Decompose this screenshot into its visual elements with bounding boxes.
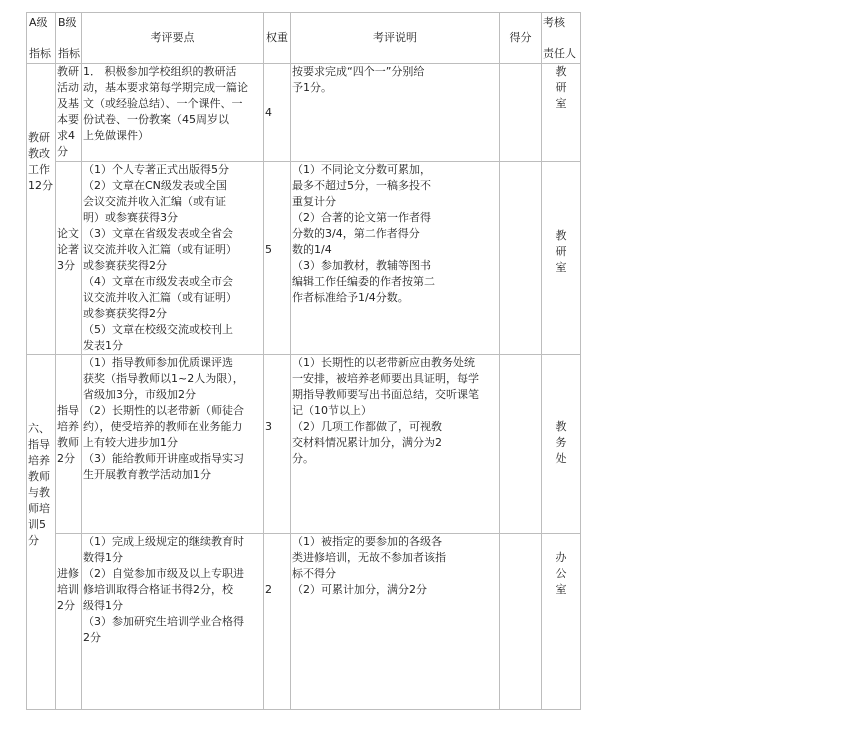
score-cell <box>500 355 542 534</box>
score-cell <box>500 534 542 710</box>
table-row <box>27 162 581 355</box>
header-b-level <box>56 13 82 64</box>
header-criteria: 考评要点 <box>82 13 264 64</box>
header-score: 得分 <box>500 13 542 64</box>
weight-cell: 4 <box>264 64 291 162</box>
header-responsible <box>542 13 581 64</box>
header-row <box>27 13 581 64</box>
header-weight: 权重 <box>264 13 291 64</box>
table-row <box>27 355 581 534</box>
score-cell <box>500 64 542 162</box>
responsible-cell: 办 公 室 <box>542 534 581 710</box>
header-a-level-top: A级 <box>29 16 48 29</box>
responsible-cell: 教 研 室 <box>542 64 581 162</box>
assessment-table <box>26 12 581 710</box>
weight-cell: 3 <box>264 355 291 534</box>
header-responsible-bottom: 责任人 <box>543 47 576 60</box>
table-row <box>27 534 581 710</box>
header-a-level-bottom: 指标 <box>29 47 51 60</box>
notes-cell: 按要求完成“四个一”分别给 予1分。 <box>291 64 500 162</box>
responsible-cell: 教 务 处 <box>542 355 581 534</box>
a-level-cell: 六、 指导 培养 教师 与教 师培 训5 分 <box>27 355 56 710</box>
notes-cell: （1）不同论文分数可累加， 最多不超过5分，一稿多投不 重复计分 （2）合著的论文第一作者得 分数的3/4，第二作者得分 数的1/4 （3）参加教材，教辅等图书 编辑工作任编委的作者按第二 作者标准给予1/4分数。 <box>291 162 500 355</box>
b-level-cell: 论文 论著 3分 <box>56 162 82 355</box>
table-row <box>27 64 581 162</box>
a-level-cell: 教研 教改 工作 12分 <box>27 64 56 355</box>
responsible-cell: 教 研 室 <box>542 162 581 355</box>
b-level-cell: 进修 培训 2分 <box>56 534 82 710</box>
notes-cell: （1）被指定的要参加的各级各 类进修培训，无故不参加者该指 标不得分 （2）可累计加分，满分2分 <box>291 534 500 710</box>
header-b-level-bottom: 指标 <box>58 47 80 60</box>
b-level-cell: 指导 培养 教师 2分 <box>56 355 82 534</box>
header-a-level <box>27 13 56 64</box>
criteria-cell: （1）个人专著正式出版得5分 （2）文章在CN级发表或全国 会议交流并收入汇编（或有证 明）或参赛获得3分 （3）文章在省级发表或全省会 议交流并收入汇篇（或有证明） 或参赛获奖得2分 （4）文章在市级发表或全市会 议交流并收入汇篇（或有证明） 或参赛获奖得2分 （5）文章在校级交流或校刊上 发表1分 <box>82 162 264 355</box>
score-cell <box>500 162 542 355</box>
weight-cell: 5 <box>264 162 291 355</box>
criteria-cell: 1． 积极参加学校组织的教研活 动，基本要求第每学期完成一篇论 文（或经验总结）、一个课件、一 份试卷、一份教案（45周岁以 上免做课件） <box>82 64 264 162</box>
criteria-cell: （1）指导教师参加优质课评选 获奖（指导教师以1~2人为限）， 省级加3分，市级加2分 （2）长期性的以老带新（师徒合 约），使受培养的教师在业务能力 上有较大进步加1分 （3）能给教师开讲座或指导实习 生开展教育教学活动加1分 <box>82 355 264 534</box>
b-level-cell: 教研 活动 及基 本要 求4 分 <box>56 64 82 162</box>
header-notes: 考评说明 <box>291 13 500 64</box>
header-responsible-top: 考核 <box>543 16 565 29</box>
assessment-table-container <box>26 12 581 710</box>
weight-cell: 2 <box>264 534 291 710</box>
header-b-level-top: B级 <box>58 16 77 29</box>
notes-cell: （1）长期性的以老带新应由教务处统 一安排，被培养老师要出具证明，每学 期指导教师要写出书面总结，交听课笔 记（10节以上） （2）几项工作都做了，可视敎 交材料情况累计加分，满分为2 分。 <box>291 355 500 534</box>
criteria-cell: （1）完成上级规定的继续教育时 数得1分 （2）自觉参加市级及以上专职进 修培训取得合格证书得2分，校 级得1分 （3）参加研究生培训学业合格得 2分 <box>82 534 264 710</box>
